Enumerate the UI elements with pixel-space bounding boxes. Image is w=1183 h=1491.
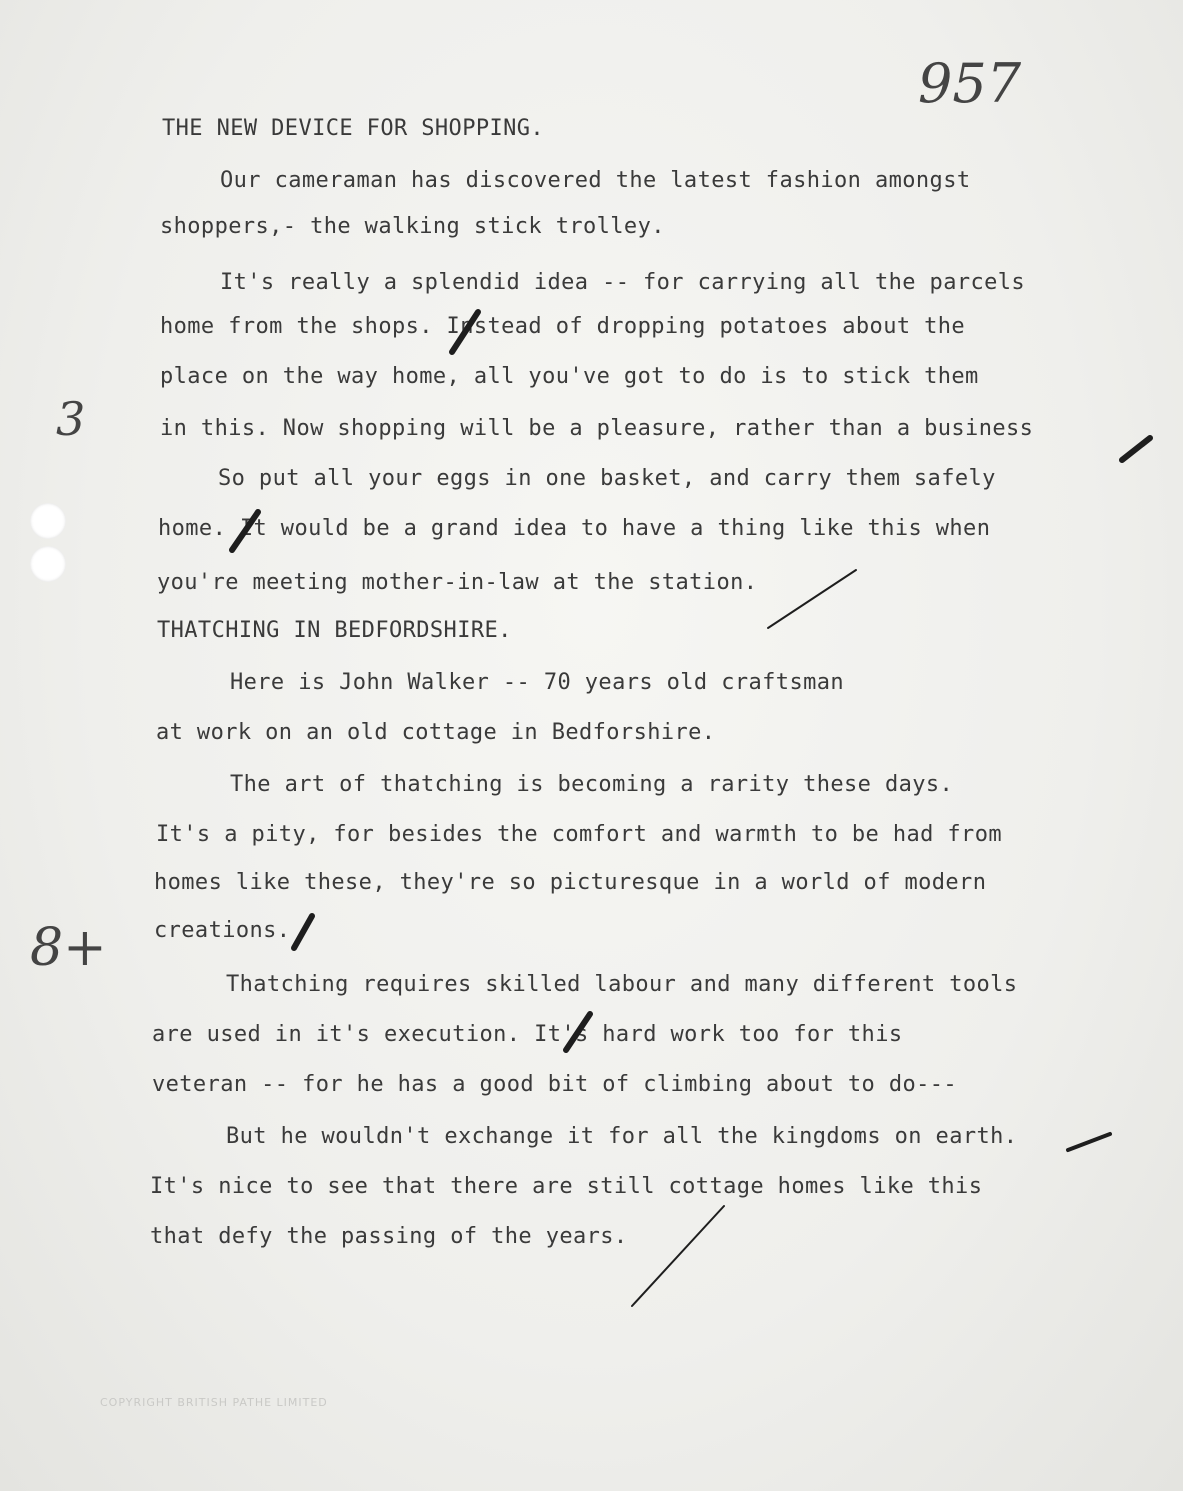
s2-line-4: It's a pity, for besides the comfort and warmth to be had from (156, 822, 1002, 847)
s1-line-1: Our cameraman has discovered the latest fashion amongst (220, 168, 971, 193)
s2-line-9: veteran -- for he has a good bit of climbing about to do--- (152, 1072, 958, 1097)
s2-line-5: homes like these, they're so picturesque in a world of modern (154, 870, 987, 895)
s2-line-8: are used in it's execution. It's hard work too for this (152, 1022, 903, 1047)
s2-line-6: creations. (154, 918, 291, 943)
cut-mark-8 (632, 1206, 724, 1306)
margin-note-8plus: 8+ (30, 918, 107, 978)
cut-mark-4 (768, 570, 856, 628)
s1-line-9: you're meeting mother-in-law at the station. (157, 570, 758, 595)
page-number-handwritten: 957 (918, 52, 1022, 115)
s1-line-4: home from the shops. Instead of dropping potatoes about the (160, 314, 966, 339)
s1-line-6: in this. Now shopping will be a pleasure, rather than a business (160, 416, 1034, 441)
s2-line-7: Thatching requires skilled labour and many different tools (226, 972, 1018, 997)
s1-line-5: place on the way home, all you've got to do is to stick them (160, 364, 979, 389)
s2-line-11: It's nice to see that there are still cottage homes like this (150, 1174, 983, 1199)
cut-mark-7 (1068, 1134, 1110, 1150)
s2-line-10: But he wouldn't exchange it for all the kingdoms on earth. (226, 1124, 1018, 1149)
cut-mark-6 (566, 1014, 590, 1050)
s1-line-7: So put all your eggs in one basket, and carry them safely (218, 466, 996, 491)
heading-thatching: THATCHING IN BEDFORDSHIRE. (157, 618, 512, 643)
s2-line-12: that defy the passing of the years. (150, 1224, 628, 1249)
s1-line-8: home. It would be a grand idea to have a thing like this when (158, 516, 991, 541)
footer-stamp: COPYRIGHT BRITISH PATHE LIMITED (100, 1396, 328, 1409)
cut-mark-5 (294, 916, 312, 948)
s1-line-2: shoppers,- the walking stick trolley. (160, 214, 665, 239)
margin-note-3: 3 (56, 392, 86, 446)
s2-line-2: at work on an old cottage in Bedforshire. (156, 720, 716, 745)
s2-line-1: Here is John Walker -- 70 years old craftsman (230, 670, 845, 695)
cut-mark-3 (232, 512, 258, 550)
heading-new-device: THE NEW DEVICE FOR SHOPPING. (162, 116, 545, 141)
cut-mark-2 (1122, 438, 1150, 460)
cut-mark-1 (452, 312, 478, 352)
s1-line-3: It's really a splendid idea -- for carrying all the parcels (220, 270, 1026, 295)
s2-line-3: The art of thatching is becoming a rarity these days. (230, 772, 954, 797)
